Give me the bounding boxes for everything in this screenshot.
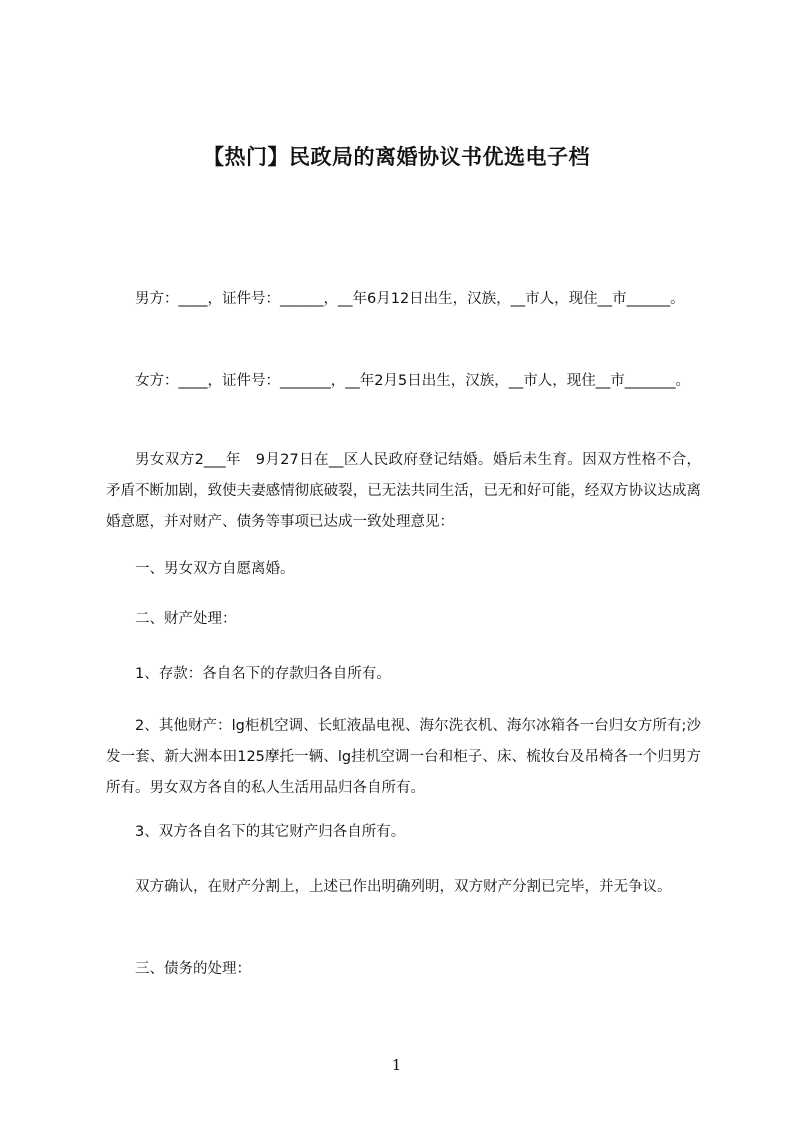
page-number: 1 xyxy=(391,1056,402,1074)
paragraph-section-one: 一、男女双方自愿离婚。 xyxy=(135,561,295,577)
document-title: 【热门】民政局的离婚协议书优选电子档 xyxy=(203,145,590,169)
paragraph-deposits: 1、存款：各自名下的存款归各自所有。 xyxy=(135,666,391,682)
paragraph-confirmation: 双方确认，在财产分割上，上述已作出明确列明，双方财产分割已完毕，并无争议。 xyxy=(135,879,672,895)
paragraph-section-two-heading: 二、财产处理： xyxy=(135,611,237,627)
paragraph-other-property: 2、其他财产：lg柜机空调、长虹液晶电视、海尔洗衣机、海尔冰箱各一台归女方所有;沙发一套、新大洲本田125摩托一辆、lg挂机空调一台和柜子、床、梳妆台及吊椅各一个归男方所有。男女双方各自的私人生活用品归各自所有。 xyxy=(106,718,701,796)
paragraph-male-party: 男方：____，证件号：______，__年6月12日出生，汉族，__市人，现住__市______。 xyxy=(135,291,685,307)
paragraph-other-assets: 3、双方各自名下的其它财产归各自所有。 xyxy=(135,824,406,840)
paragraph-section-three-heading: 三、债务的处理： xyxy=(135,961,251,977)
paragraph-female-party: 女方：____，证件号：_______，__年2月5日出生，汉族，__市人，现住__市_______。 xyxy=(135,373,690,389)
paragraph-marriage-background: 男女双方2___年 9月27日在__区人民政府登记结婚。婚后未生育。因双方性格不合，矛盾不断加剧，致使夫妻感情彻底破裂，已无法共同生活，已无和好可能，经双方协议达成离婚意愿，并对财产、债务等事项已达成一致处理意见： xyxy=(106,452,701,530)
